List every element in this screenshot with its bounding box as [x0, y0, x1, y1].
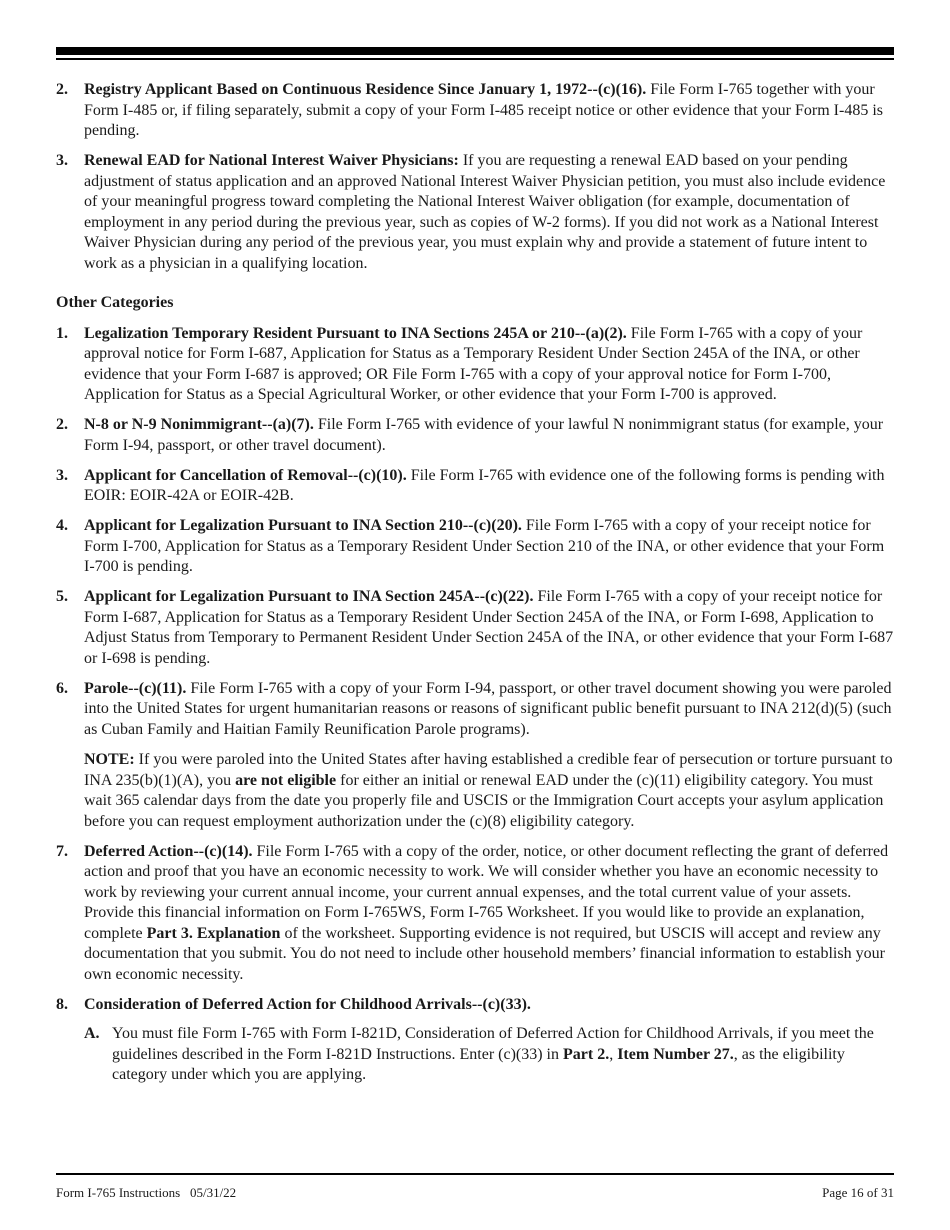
- item-text: File Form I-765 with evidence one of the following forms is pending with EOIR: EOIR-42A or EOIR-42B.: [84, 466, 885, 504]
- section-heading: Other Categories: [56, 294, 174, 311]
- item-title: Deferred Action--(c)(14).: [84, 842, 253, 860]
- sub-item-letter: A.: [84, 1025, 100, 1042]
- item-text: File Form I-765 with a copy of your receipt notice for Form I-700, Application for Status as a Temporary Resident Under Section 210 of the INA, or other evidence that your Form I-700 is pending.: [84, 517, 885, 575]
- item-title: Legalization Temporary Resident Pursuant to INA Sections 245A or 210--(a)(2).: [84, 324, 627, 342]
- list-item: [56, 842, 896, 986]
- header-rule-thin: [56, 58, 894, 60]
- note-text: If you were paroled into the United States after having established a credible fear of persecution or torture pursuant to INA 235(b)(1)(A), you: [84, 751, 893, 789]
- item-number: 3.: [56, 466, 68, 484]
- footer-page-number: Page 16 of 31: [822, 1185, 894, 1200]
- item-number: 8.: [56, 995, 68, 1013]
- sub-item-reference: Part 2.: [563, 1045, 610, 1063]
- item-title: Registry Applicant Based on Continuous Residence Since January 1, 1972--(c)(16).: [84, 81, 647, 98]
- item-number: 2.: [56, 81, 68, 98]
- item-number: 1.: [56, 324, 68, 342]
- note-label: NOTE:: [84, 751, 135, 768]
- list-item: [56, 587, 896, 669]
- item-title: N-8 or N-9 Nonimmigrant--(a)(7).: [84, 416, 314, 433]
- item-number: 2.: [56, 416, 68, 433]
- list-item: [56, 679, 896, 833]
- item-number: 3.: [56, 152, 68, 169]
- item-reference: Part 3. Explanation: [146, 924, 281, 942]
- list-item: [56, 466, 896, 507]
- item-title: Consideration of Deferred Action for Childhood Arrivals--(c)(33).: [84, 995, 531, 1013]
- item-text: File Form I-765 with a copy of the order, notice, or other document reflecting the grant of deferred action and proof that you have an economic necessity to work. We will consider whether you have an economic necessity to work by reviewing your current annual income, your current annual expenses, and the total current value of your assets. Provide this financial information on Form I-765WS, Form I-765 Worksheet. If you would like to provide an explanation, complete: [84, 842, 889, 942]
- page-content: [56, 80, 896, 1095]
- sub-item-text: You must file Form I-765 with Form I-821D, Consideration of Deferred Action for Childhood Arrivals, if you meet the guidelines described in the Form I-821D Instructions. Enter (c)(33) in: [112, 1025, 874, 1063]
- sub-item-text: ,: [609, 1045, 618, 1063]
- list-item: [56, 324, 896, 406]
- sub-item-reference: Item Number 27.: [617, 1045, 734, 1063]
- item-text: File Form I-765 together with your Form I-485 or, if filing separately, submit a copy of your Form I-485 receipt notice or other evidence that your Form I-485 is pending.: [84, 81, 884, 139]
- header-rule-thick: [56, 47, 894, 55]
- item-title: Applicant for Legalization Pursuant to INA Section 210--(c)(20).: [84, 517, 522, 534]
- item-title: Renewal EAD for National Interest Waiver Physicians:: [84, 152, 459, 169]
- item-number: 7.: [56, 842, 68, 860]
- item-text: If you are requesting a renewal EAD based on your pending adjustment of status application and an approved National Interest Waiver Physician petition, you must also include evidence of your meaningful progress toward completing the National Interest Waiver obligation (for example, documentation of employment in any period during the previous year, such as copies of W-2 forms). If you did not work as a National Interest Waiver Physician during any period of the previous year, you must explain why and provide a statement of future intent to work as a physician in a qualifying location.: [84, 152, 886, 272]
- list-item: [56, 995, 896, 1086]
- item-text: File Form I-765 with a copy of your Form I-94, passport, or other travel document showing you were paroled into the United States for urgent humanitarian reasons or reasons of significant public benefit pursuant to INA 212(d)(5) (such as Cuban Family and Haitian Family Reunification Parole programs).: [84, 679, 892, 738]
- note-text: for either an initial or renewal EAD under the (c)(11) eligibility category. You must wait 365 calendar days from the date you properly file and USCIS or the Immigration Court accepts your asylum application before you can request employment authorization under the (c)(8) eligibility category.: [84, 771, 884, 830]
- item-title: Parole--(c)(11).: [84, 679, 187, 697]
- list-item: [56, 151, 896, 274]
- list-item: [56, 516, 896, 578]
- item-text: File Form I-765 with evidence of your lawful N nonimmigrant status (for example, your Form I-94, passport, or other travel document).: [84, 416, 884, 454]
- item-title: Applicant for Cancellation of Removal--(c)(10).: [84, 466, 407, 484]
- item-text: File Form I-765 with a copy of your approval notice for Form I-687, Application for Status as a Temporary Resident Under Section 245A of the INA, or other evidence that your Form I-687 is approved; OR File Form I-765 with a copy of your approval notice for Form I-700, Application for Status as a Special Agricultural Worker, or other evidence that your Form I-700 is approved.: [84, 324, 863, 403]
- sub-item-text: , as the eligibility category under which you are applying.: [112, 1045, 845, 1083]
- list-item: [56, 80, 896, 142]
- note-paragraph: [84, 750, 896, 832]
- sub-item: [84, 1024, 896, 1086]
- item-title: Applicant for Legalization Pursuant to INA Section 245A--(c)(22).: [84, 588, 534, 605]
- note-emphasis: are not eligible: [235, 771, 337, 789]
- item-text: of the worksheet. Supporting evidence is not required, but USCIS will accept and review any documentation that you submit. You do not need to include other household members’ financial information to establish your own economic necessity.: [84, 924, 885, 983]
- item-number: 6.: [56, 679, 68, 697]
- item-number: 5.: [56, 588, 68, 605]
- item-number: 4.: [56, 517, 68, 534]
- footer-rule: [56, 1173, 894, 1175]
- list-item: [56, 415, 896, 456]
- footer-form-id: Form I-765 Instructions 05/31/22: [56, 1185, 237, 1200]
- item-text: File Form I-765 with a copy of your receipt notice for Form I-687, Application for Status as a Temporary Resident Under Section 245A of the INA, or Form I-698, Application to Adjust Status from Temporary to Permanent Resident Under Section 245A of the INA, or other evidence that your Form I-687 or I-698 is pending.: [84, 588, 894, 667]
